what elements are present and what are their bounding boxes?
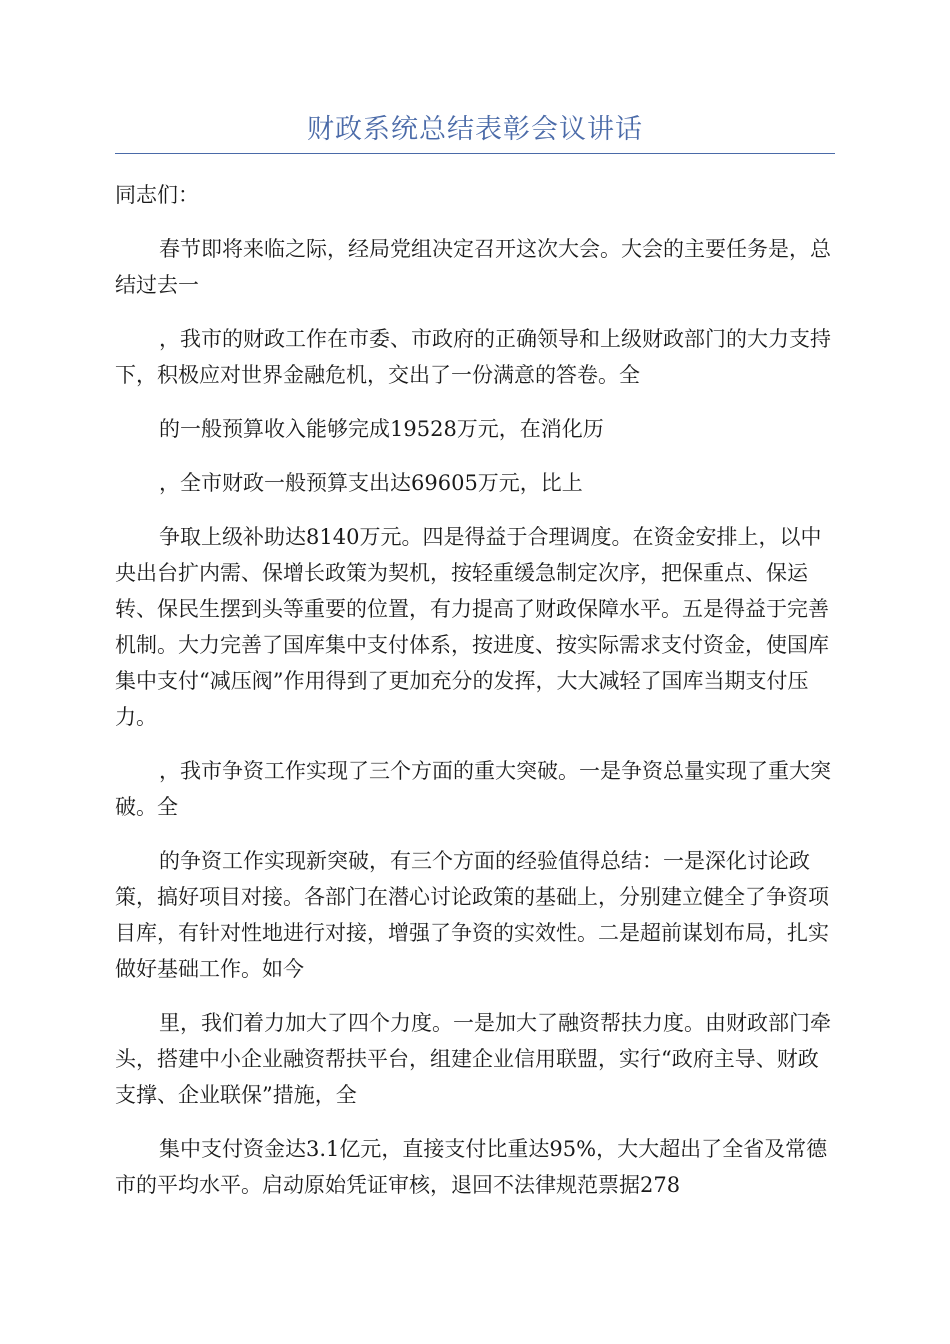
paragraph-6: ，我市争资工作实现了三个方面的重大突破。一是争资总量实现了重大突破。全 bbox=[115, 759, 831, 819]
greeting: 同志们： bbox=[115, 183, 199, 207]
document-body bbox=[115, 177, 835, 1203]
paragraph-9: 集中支付资金达3.1亿元，直接支付比重达95%，大大超出了全省及常德市的平均水平。启动原始凭证审核，退回不法律规范票据278 bbox=[115, 1137, 828, 1197]
paragraph-3: 的一般预算收入能够完成19528万元，在消化历 bbox=[159, 417, 604, 441]
paragraph-5: 争取上级补助达8140万元。四是得益于合理调度。在资金安排上，以中央出台扩内需、保增长政策为契机，按轻重缓急制定次序，把保重点、保运转、保民生摆到头等重要的位置，有力提高了财政保障水平。五是得益于完善机制。大力完善了国库集中支付体系，按进度、按实际需求支付资金，使国库集中支付“减压阀”作用得到了更加充分的发挥，大大减轻了国库当期支付压力。 bbox=[115, 525, 829, 729]
paragraph-8: 里，我们着力加大了四个力度。一是加大了融资帮扶力度。由财政部门牵头，搭建中小企业融资帮扶平台，组建企业信用联盟，实行“政府主导、财政支撑、企业联保”措施，全 bbox=[115, 1011, 831, 1107]
document-title: 财政系统总结表彰会议讲话 bbox=[307, 114, 643, 145]
paragraph-7: 的争资工作实现新突破，有三个方面的经验值得总结：一是深化讨论政策，搞好项目对接。各部门在潜心讨论政策的基础上，分别建立健全了争资项目库，有针对性地进行对接，增强了争资的实效性。二是超前谋划布局，扎实做好基础工作。如今 bbox=[115, 849, 829, 981]
title-underline bbox=[115, 153, 835, 154]
paragraph-4: ，全市财政一般预算支出达69605万元，比上 bbox=[159, 471, 583, 495]
paragraph-2: ，我市的财政工作在市委、市政府的正确领导和上级财政部门的大力支持下，积极应对世界金融危机，交出了一份满意的答卷。全 bbox=[115, 327, 831, 387]
paragraph-1: 春节即将来临之际，经局党组决定召开这次大会。大会的主要任务是，总结过去一 bbox=[115, 237, 831, 297]
